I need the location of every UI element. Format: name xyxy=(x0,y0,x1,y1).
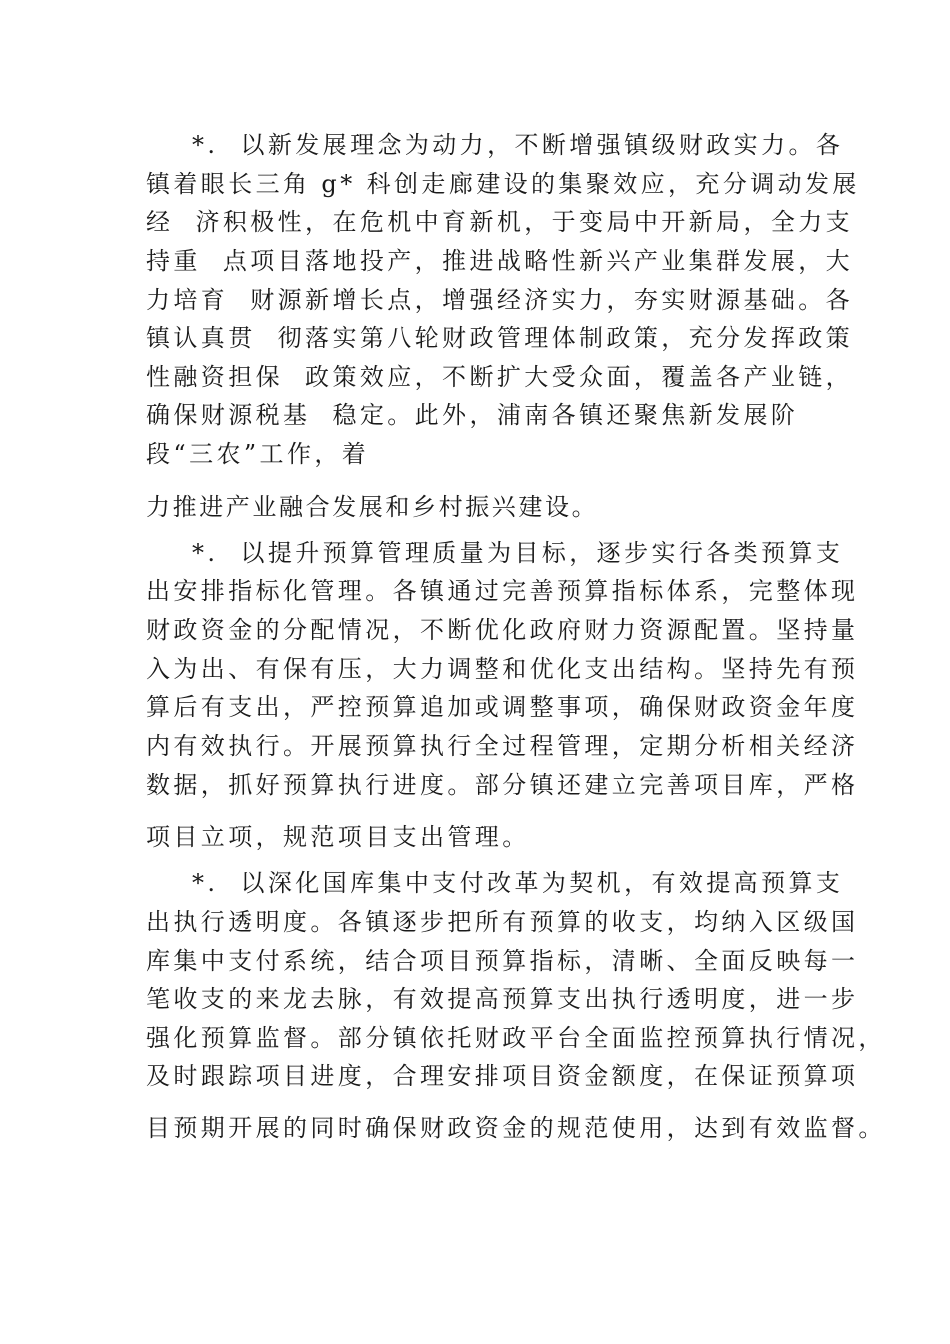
paragraph-1-line-2: 镇着眼长三角 g* 科创走廊建设的集聚效应，充分调动发展 xyxy=(146,170,860,198)
paragraph-2-line-4: 入为出、有保有压，大力调整和优化支出结构。坚持先有预 xyxy=(146,655,859,683)
paragraph-2-line-5: 算后有支出，严控预算追加或调整事项，确保财政资金年度 xyxy=(146,693,859,721)
paragraph-1-line-5: 力培育 财源新增长点，增强经济实力，夯实财源基础。各 xyxy=(146,286,854,314)
paragraph-3-line-1: *. 以深化国库集中支付改革为契机，有效提高预算支 xyxy=(192,869,844,897)
paragraph-3-line-6: 及时跟踪项目进度，合理安排项目资金额度，在保证预算项 xyxy=(146,1062,859,1090)
paragraph-2-line-3: 财政资金的分配情况，不断优化政府财力资源配置。坚持量 xyxy=(146,616,859,644)
paragraph-2-line-1: *. 以提升预算管理质量为目标，逐步实行各类预算支 xyxy=(192,539,844,567)
paragraph-1-line-7: 性融资担保 政策效应，不断扩大受众面，覆盖各产业链， xyxy=(146,363,854,391)
paragraph-1-line-9: 段“三农”工作，着 xyxy=(146,440,370,468)
paragraph-1-line-10: 力推进产业融合发展和乡村振兴建设。 xyxy=(146,493,599,521)
paragraph-2-line-8: 项目立项，规范项目支出管理。 xyxy=(146,823,530,851)
paragraph-2-line-2: 出安排指标化管理。各镇通过完善预算指标体系，完整体现 xyxy=(146,577,859,605)
paragraph-1-line-4: 持重 点项目落地投产，推进战略性新兴产业集群发展，大 xyxy=(146,247,854,275)
paragraph-1-line-3: 经 济积极性，在危机中育新机，于变局中开新局，全力支 xyxy=(146,208,854,236)
paragraph-3-line-3: 库集中支付系统，结合项目预算指标，清晰、全面反映每一 xyxy=(146,947,859,975)
paragraph-2-line-7: 数据，抓好预算执行进度。部分镇还建立完善项目库，严格 xyxy=(146,771,859,799)
paragraph-3-line-2: 出执行透明度。各镇逐步把所有预算的收支，均纳入区级国 xyxy=(146,908,859,936)
paragraph-3-line-5: 强化预算监督。部分镇依托财政平台全面监控预算执行情况， xyxy=(146,1024,886,1052)
paragraph-3-line-7: 目预期开展的同时确保财政资金的规范使用，达到有效监督。 xyxy=(146,1114,886,1142)
paragraph-1-line-6: 镇认真贯 彻落实第八轮财政管理体制政策，充分发挥政策 xyxy=(146,324,854,352)
paragraph-3-line-4: 笔收支的来龙去脉，有效提高预算支出执行透明度，进一步 xyxy=(146,985,859,1013)
paragraph-2-line-6: 内有效执行。开展预算执行全过程管理，定期分析相关经济 xyxy=(146,732,859,760)
paragraph-1-line-8: 确保财源税基 稳定。此外，浦南各镇还聚焦新发展阶 xyxy=(146,401,799,429)
paragraph-1-line-1: *. 以新发展理念为动力，不断增强镇级财政实力。各 xyxy=(192,131,844,159)
